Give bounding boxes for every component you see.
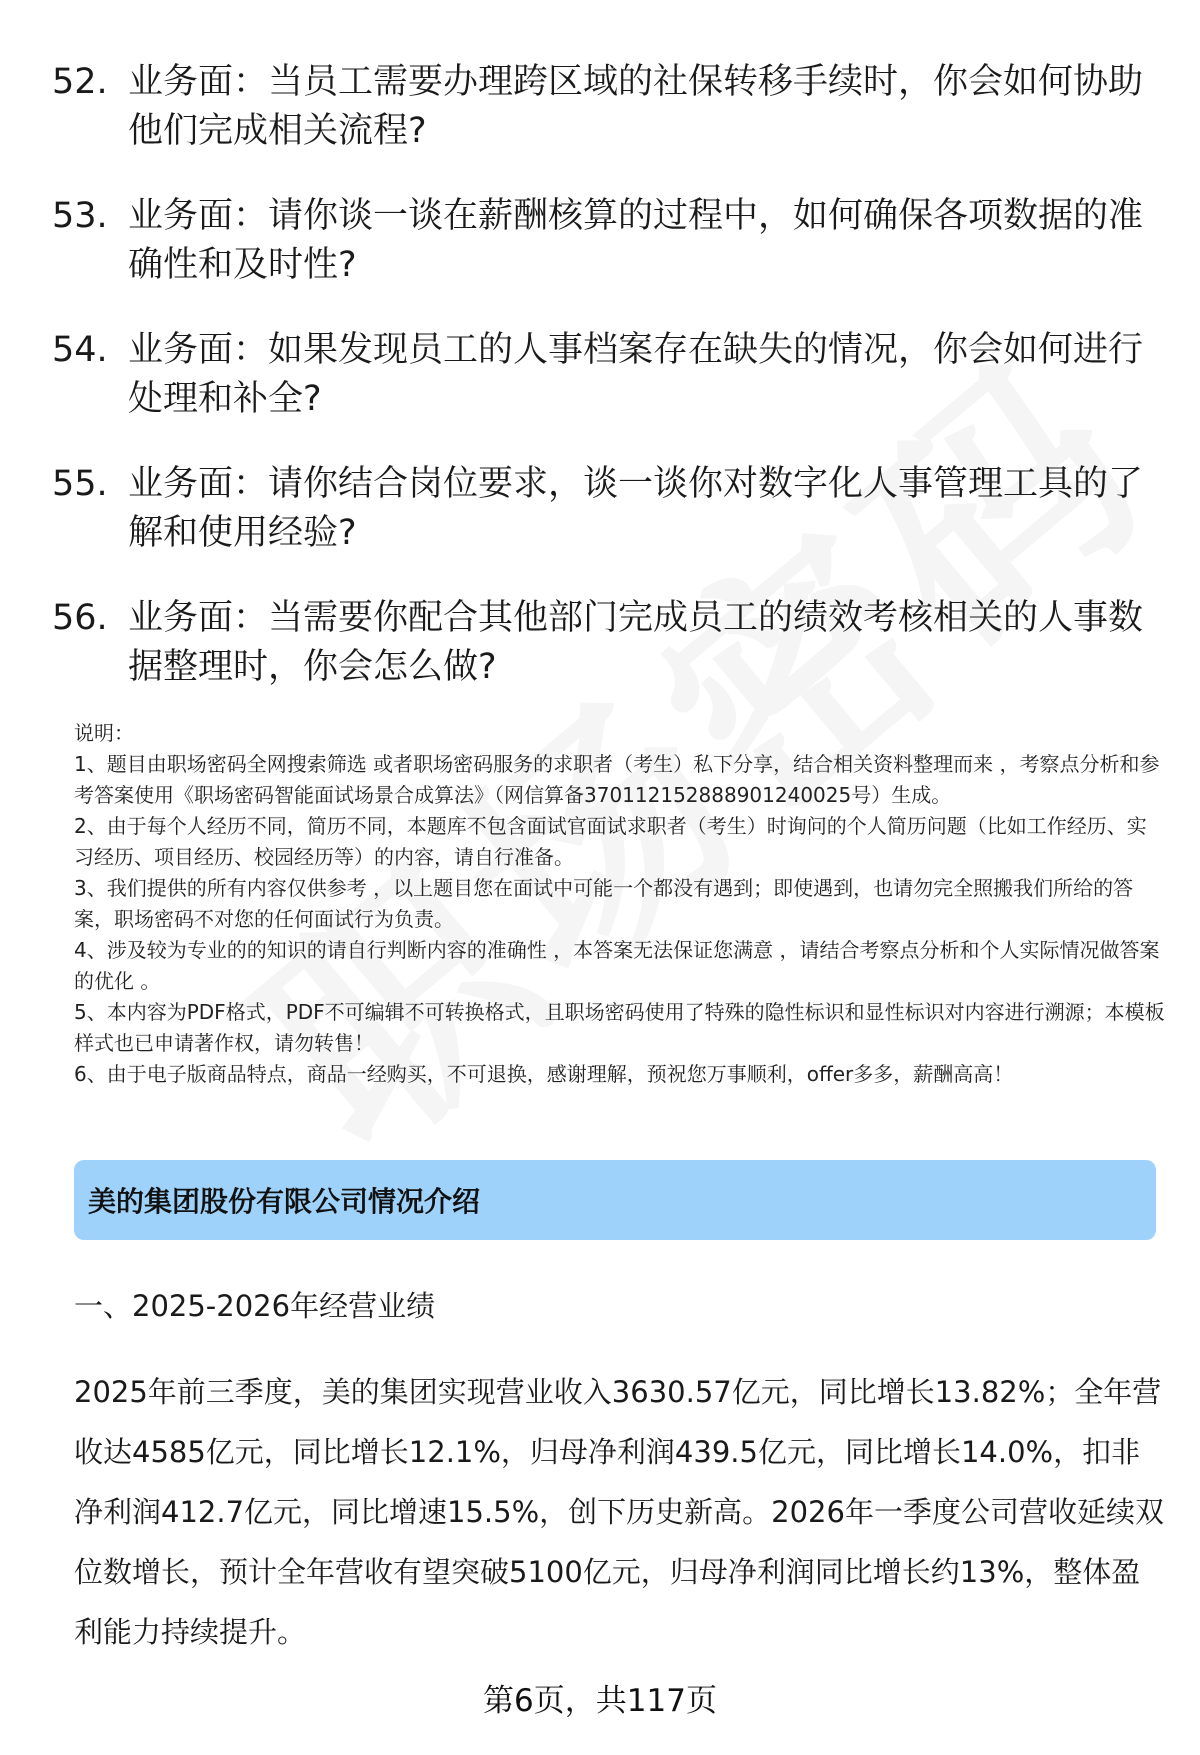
question-text: 业务面：请你结合岗位要求，谈一谈你对数字化人事管理工具的了解和使用经验? (128, 464, 1144, 553)
note-item: 2、由于每个人经历不同，简历不同，本题库不包含面试官面试求职者（考生）时询问的个人简历问题（比如工作经历、实习经历、项目经历、校园经历等）的内容，请自行准备。 (74, 814, 1147, 869)
question-number: 54. (52, 330, 108, 370)
question-text: 业务面：如果发现员工的人事档案存在缺失的情况，你会如何进行处理和补全? (128, 330, 1144, 419)
question-text: 业务面：当员工需要办理跨区域的社保转移手续时，你会如何协助他们完成相关流程? (128, 62, 1144, 151)
question-item (52, 192, 1152, 290)
question-number: 55. (52, 464, 108, 504)
question-item (52, 326, 1152, 424)
section-heading: 一、2025-2026年经营业绩 (74, 1289, 436, 1323)
company-intro-banner (74, 1160, 1156, 1240)
note-item: 4、涉及较为专业的的知识的请自行判断内容的准确性 ，本答案无法保证您满意 ，请结合考察点分析和个人实际情况做答案的优化 。 (74, 938, 1160, 993)
note-item: 3、我们提供的所有内容仅供参考 ，以上题目您在面试中可能一个都没有遇到；即使遇到，也请勿完全照搬我们所给的答案，职场密码不对您的任何面试行为负责。 (74, 876, 1134, 931)
banner-title: 美的集团股份有限公司情况介绍 (88, 1185, 481, 1218)
question-text: 业务面：当需要你配合其他部门完成员工的绩效考核相关的人事数据整理时，你会怎么做? (128, 598, 1144, 687)
question-text: 业务面：请你谈一谈在薪酬核算的过程中，如何确保各项数据的准确性和及时性? (128, 196, 1144, 285)
notes-heading: 说明： (74, 721, 134, 745)
page-number: 第6页，共117页 (483, 1683, 717, 1719)
performance-paragraph: 2025年前三季度，美的集团实现营业收入3630.57亿元，同比增长13.82%；全年营收达4585亿元，同比增长12.1%，归母净利润439.5亿元，同比增长14.0%，扣非净利润412.7亿元，同比增速15.5%，创下历史新高。2026年一季度公司营收延续双位数增长，预计全年营收有望突破5100亿元，归母净利润同比增长约13%，整体盈利能力持续提升。 (74, 1375, 1164, 1649)
notes-section (74, 718, 1166, 1090)
question-number: 52. (52, 62, 108, 102)
question-number: 53. (52, 196, 108, 236)
question-item (52, 58, 1152, 156)
question-item (52, 594, 1152, 692)
note-item: 6、由于电子版商品特点，商品一经购买，不可退换，感谢理解，预祝您万事顺利，offer多多，薪酬高高！ (74, 1062, 1014, 1086)
question-item (52, 460, 1152, 558)
question-list (52, 58, 1152, 728)
question-number: 56. (52, 598, 108, 638)
note-item: 1、题目由职场密码全网搜索筛选 或者职场密码服务的求职者（考生）私下分享，结合相关资料整理而来 ，考察点分析和参考答案使用《职场密码智能面试场景合成算法》（网信算备370112152888901240025号）生成。 (74, 752, 1160, 807)
note-item: 5、本内容为PDF格式，PDF不可编辑不可转换格式，且职场密码使用了特殊的隐性标识和显性标识对内容进行溯源；本模板样式也已申请著作权，请勿转售！ (74, 1000, 1165, 1055)
